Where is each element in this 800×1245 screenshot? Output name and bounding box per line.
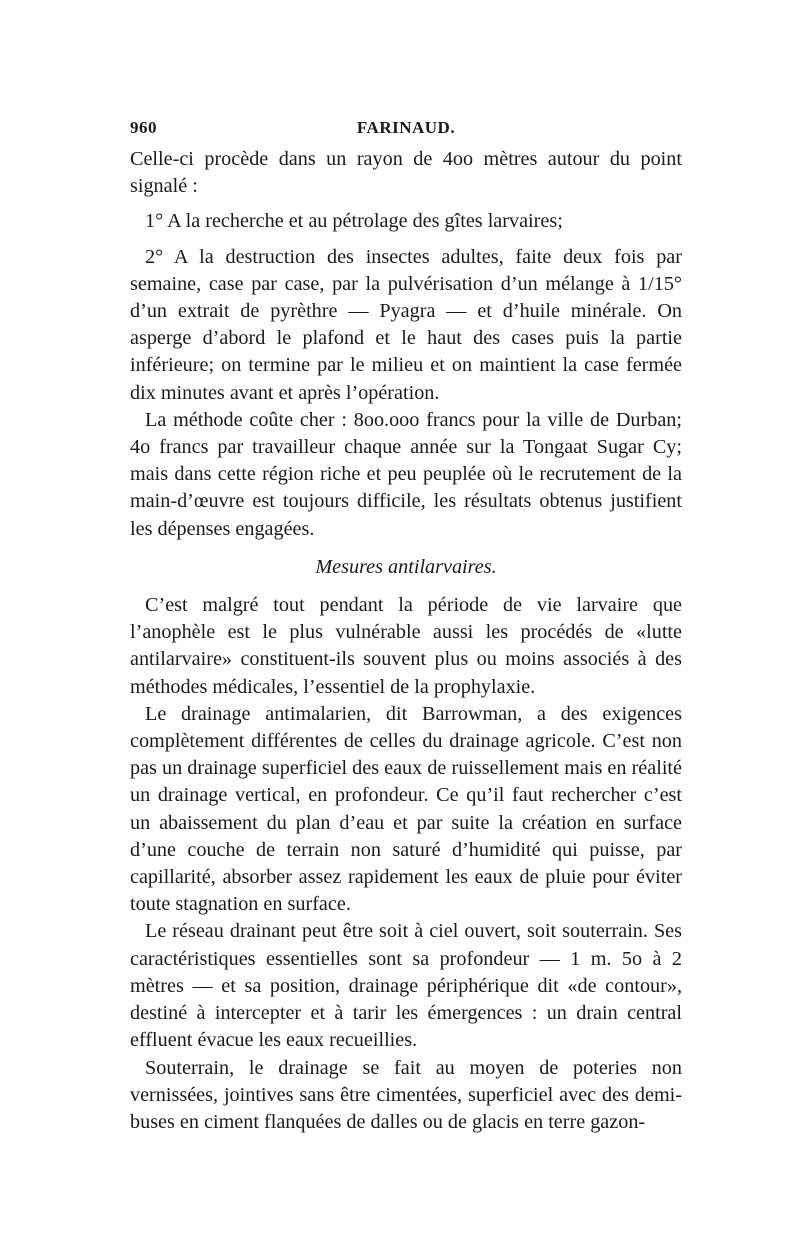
body-text bbox=[130, 146, 682, 1136]
page-number: 960 bbox=[130, 118, 157, 137]
paragraph-intro: Celle-ci procède dans un rayon de 4oo mètres autour du point signalé : bbox=[130, 148, 682, 198]
paragraph-drainage: Le drainage antimalarien, dit Barrowman, a des exigences complètement différentes de celles du drainage agricole. C’est non pas un drainage superficiel des eaux de ruissellement mais en réalité un drainage vertical, en profondeur. Ce qu’il faut rechercher c’est un abaissement du plan d’eau et par suite la création en surface d’une couche de terrain non saturé d’humidité qui puisse, par capillarité, absorber assez rapidement les eaux de pluie pour éviter toute stagnation en surface. bbox=[130, 702, 682, 916]
list-item-larval-sites: 1° A la recherche et au pétrolage des gîtes larvaires; bbox=[145, 210, 563, 233]
running-title: FARINAUD. bbox=[356, 118, 456, 137]
section-heading: Mesures antilarvaires. bbox=[315, 555, 497, 578]
book-page bbox=[130, 118, 682, 1136]
paragraph-cost: La méthode coûte cher : 8oo.ooo francs pour la ville de Durban; 4o francs par travailleur chaque année sur la Tongaat Sugar Cy; mais dans cette région riche et peu peuplée où le recrutement de la main-d’œuvre est toujours difficile, les résultats obtenus justifient les dépenses engagées. bbox=[130, 408, 682, 540]
paragraph-larval-period: C’est malgré tout pendant la période de vie larvaire que l’anophèle est le plus vulnérable aussi les procédés de «lutte antilarvaire» constituent-ils souvent plus ou moins associés à des méthodes médicales, l’essentiel de la prophylaxie. bbox=[130, 594, 682, 698]
paragraph-network: Le réseau drainant peut être soit à ciel ouvert, soit souterrain. Ses caractéristiques essentielles sont sa profondeur — 1 m. 5o à 2 mètres — et sa position, drainage périphérique dit «de contour», destiné à intercepter et à tarir les émergences : un drain central effluent évacue les eaux recueillies. bbox=[130, 920, 682, 1052]
running-head bbox=[130, 118, 682, 146]
list-item-adult-insects: 2° A la destruction des insectes adultes, faite deux fois par semaine, case par case, par la pulvérisation d’un mélange à 1/15° d’un extrait de pyrèthre — Pyagra — et d’huile minérale. On asperge d’abord le plafond et le haut des cases puis la partie inférieure; on termine par le milieu et on maintient la case fermée dix minutes avant et après l’opération. bbox=[130, 245, 682, 404]
paragraph-underground: Souterrain, le drainage se fait au moyen de poteries non vernissées, jointives sans être cimentées, superficiel avec des demi-buses en ciment flanquées de dalles ou de glacis en terre gazon- bbox=[130, 1056, 682, 1133]
